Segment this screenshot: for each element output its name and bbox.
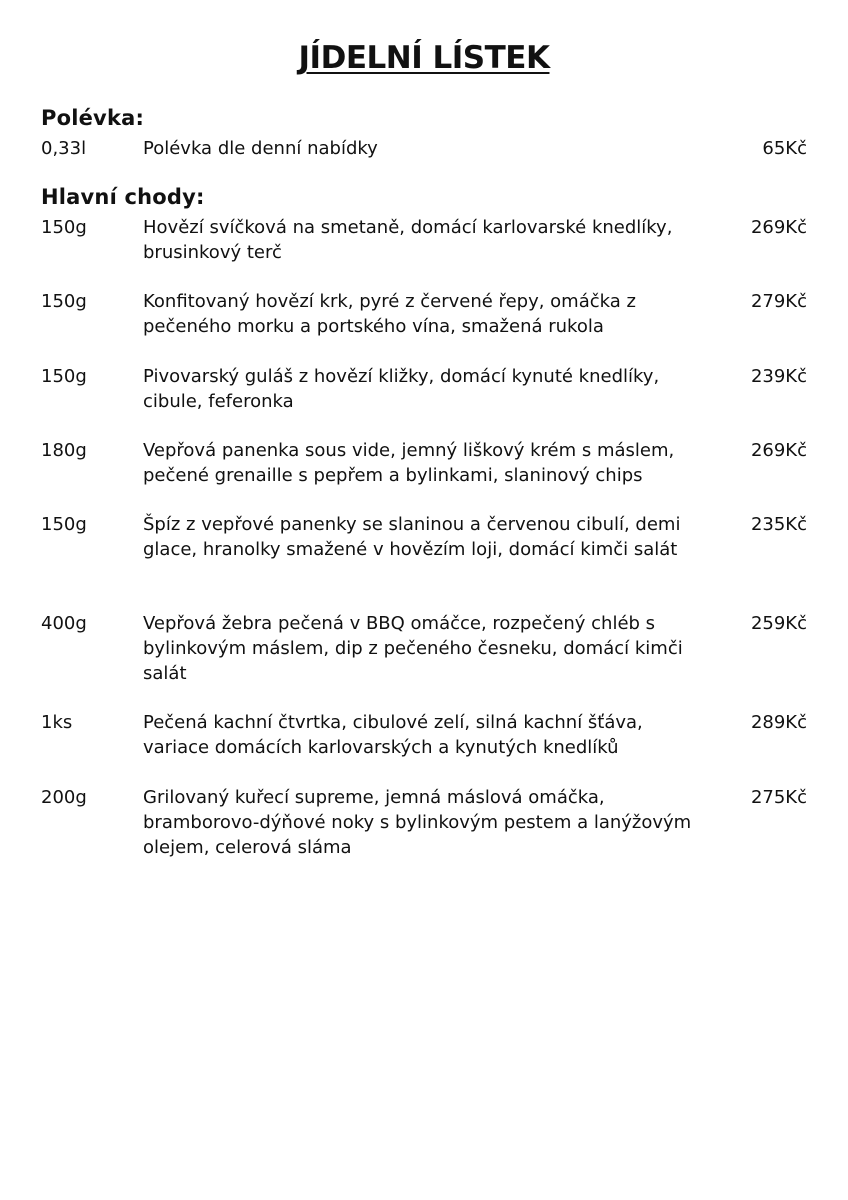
menu-item-quantity: 1ks (41, 712, 73, 733)
menu-item-price: 235Kč (750, 514, 807, 535)
menu-item-quantity: 180g (41, 440, 87, 461)
menu-item-quantity: 0,33l (41, 138, 87, 159)
menu-item-price: 279Kč (750, 291, 807, 312)
section-heading-main-courses: Hlavní chody: (41, 185, 205, 209)
menu-item-description: Pečená kachní čtvrtka, cibulové zelí, silná kachní šťáva, variace domácích karlovarských a kynutých knedlíků (143, 712, 643, 758)
menu-item-price: 259Kč (750, 613, 807, 634)
menu-title-text: JÍDELNÍ LÍSTEK (298, 40, 550, 76)
menu-item-price: 239Kč (750, 366, 807, 387)
menu-item-quantity: 150g (41, 514, 87, 535)
menu-item-price: 269Kč (750, 217, 807, 238)
menu-title (0, 40, 848, 76)
menu-item-description: Grilovaný kuřecí supreme, jemná máslová omáčka, bramborovo-dýňové noky s bylinkovým pestem a lanýžovým olejem, celerová sláma (143, 787, 692, 858)
menu-item-description: Špíz z vepřové panenky se slaninou a červenou cibulí, demi glace, hranolky smažené v hovězím loji, domácí kimči salát (143, 514, 681, 560)
menu-item-quantity: 150g (41, 291, 87, 312)
menu-item-price: 269Kč (750, 440, 807, 461)
menu-item-quantity: 150g (41, 366, 87, 387)
menu-item-price: 275Kč (750, 787, 807, 808)
menu-item-description: Vepřová panenka sous vide, jemný liškový krém s máslem, pečené grenaille s pepřem a bylinkami, slaninový chips (143, 440, 675, 486)
menu-item-description: Konfitovaný hovězí krk, pyré z červené řepy, omáčka z pečeného morku a portského vína, smažená rukola (143, 291, 636, 337)
menu-item-price: 65Kč (762, 138, 807, 159)
menu-item-description: Hovězí svíčková na smetaně, domácí karlovarské knedlíky, brusinkový terč (143, 217, 673, 263)
menu-item-quantity: 200g (41, 787, 87, 808)
menu-item-price: 289Kč (750, 712, 807, 733)
menu-item-quantity: 150g (41, 217, 87, 238)
section-heading-soup: Polévka: (41, 106, 145, 130)
menu-item-description: Vepřová žebra pečená v BBQ omáčce, rozpečený chléb s bylinkovým máslem, dip z pečeného česneku, domácí kimči salát (143, 613, 683, 684)
menu-item-description: Polévka dle denní nabídky (143, 138, 378, 159)
menu-item-description: Pivovarský guláš z hovězí kližky, domácí kynuté knedlíky, cibule, feferonka (143, 366, 660, 412)
menu-item-quantity: 400g (41, 613, 87, 634)
